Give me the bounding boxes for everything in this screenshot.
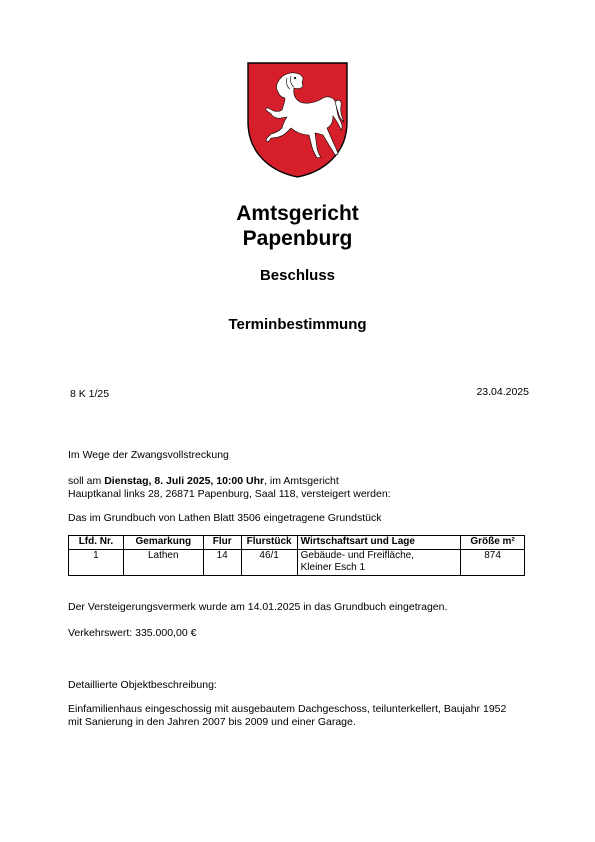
column-header: Gemarkung	[123, 536, 203, 550]
document-date: 23.04.2025	[476, 386, 529, 398]
court-name-line2: Papenburg	[242, 227, 353, 250]
document-subject: Terminbestimmung	[228, 316, 367, 333]
property-intro: Das im Grundbuch von Lathen Blatt 3506 eingetragene Grundstück	[68, 512, 382, 524]
file-number: 8 K 1/25	[70, 388, 110, 400]
column-header: Lfd. Nr.	[69, 536, 124, 550]
column-header: Größe m²	[461, 536, 525, 550]
cell-groesse: 874	[461, 549, 525, 575]
cell-flur: 14	[203, 549, 241, 575]
description-line2: mit Sanierung in den Jahren 2007 bis 2009 und einer Garage.	[68, 716, 356, 728]
market-value: Verkehrswert: 335.000,00 €	[68, 627, 197, 639]
auction-suffix: , im Amtsgericht	[264, 475, 339, 487]
cell-lage-line1: Gebäude- und Freifläche,	[300, 549, 415, 561]
auction-place: Hauptkanal links 28, 26871 Papenburg, Saal 118, versteigert werden:	[68, 488, 391, 500]
horse-crest-icon	[247, 62, 348, 178]
description-label: Detaillierte Objektbeschreibung:	[68, 679, 217, 691]
cell-nr: 1	[69, 549, 124, 575]
column-header: Flur	[203, 536, 241, 550]
table-row	[69, 549, 525, 575]
property-table	[68, 535, 525, 576]
court-name-line1: Amtsgericht	[236, 202, 359, 225]
column-header: Flurstück	[241, 536, 297, 550]
cell-lage-line2: Kleiner Esch 1	[300, 562, 366, 573]
cell-flurstueck: 46/1	[241, 549, 297, 575]
description-line1: Einfamilienhaus eingeschossig mit ausgebautem Dachgeschoss, teilunterkellert, Baujahr 1952	[68, 703, 507, 715]
document-type: Beschluss	[259, 267, 336, 284]
table-header-row	[69, 536, 525, 550]
cell-lage	[297, 549, 461, 575]
register-note: Der Versteigerungsvermerk wurde am 14.01.2025 in das Grundbuch eingetragen.	[68, 601, 448, 613]
auction-text	[68, 475, 538, 501]
coat-of-arms	[247, 62, 348, 178]
intro-text: Im Wege der Zwangsvollstreckung	[68, 449, 229, 461]
description-text	[68, 703, 538, 729]
auction-date: Dienstag, 8. Juli 2025, 10:00 Uhr	[104, 475, 265, 487]
column-header: Wirtschaftsart und Lage	[297, 536, 461, 550]
auction-prefix: soll am	[68, 475, 105, 487]
court-name	[0, 201, 595, 251]
cell-gemarkung: Lathen	[123, 549, 203, 575]
